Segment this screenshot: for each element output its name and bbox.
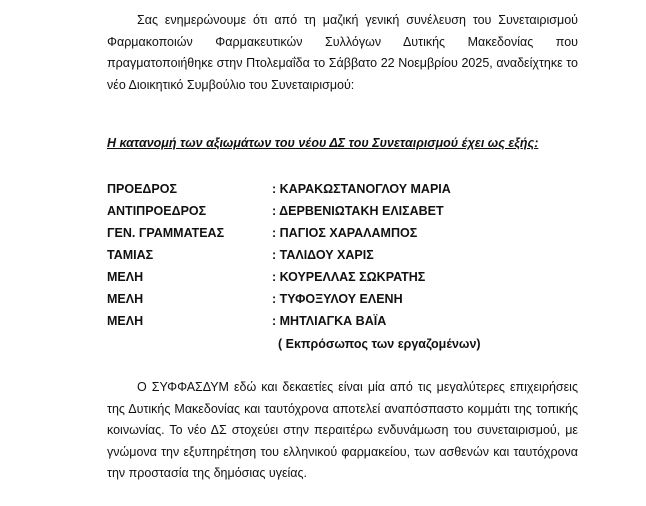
board-heading: Η κατανομή των αξιωμάτων του νέου ΔΣ του Συνεταιρισμού έχει ως εξής:	[107, 136, 539, 150]
board-row-vice-president	[107, 200, 451, 222]
board-role: ΠΡΟΕΔΡΟΣ	[107, 182, 177, 196]
board-role: ΜΕΛΗ	[107, 270, 144, 284]
board-row-member	[107, 288, 451, 310]
board-list	[107, 178, 451, 332]
board-row-member	[107, 310, 451, 332]
board-member-name: : ΚΑΡΑΚΩΣΤΑΝΟΓΛΟΥ ΜΑΡΙΑ	[272, 182, 451, 196]
board-role: ΓΕΝ. ΓΡΑΜΜΑΤΕΑΣ	[107, 226, 225, 240]
board-role: ΜΕΛΗ	[107, 314, 144, 328]
closing-paragraph: Ο ΣΥΦΦΑΣΔΥΜ εδώ και δεκαετίες είναι μία από τις μεγαλύτερες επιχειρήσεις της Δυτικής Μακεδονίας και ταυτόχρονα αποτελεί αναπόσπαστο κομμάτι της τοπικής κοινωνίας. Το νέο ΔΣ στοχεύει στην περαιτέρω ενδυνάμωση του συνεταιρισμού, με γνώμονα την εξυπηρέτηση του ελληνικού φαρμακείου, των ασθενών και ταυτόχρονα την προστασία της δημόσιας υγείας.	[107, 380, 578, 480]
board-row-president	[107, 178, 451, 200]
board-row-member	[107, 266, 451, 288]
board-member-name: : ΔΕΡΒΕΝΙΩΤΑΚΗ ΕΛΙΣΑΒΕΤ	[272, 204, 444, 218]
board-member-name: : ΜΗΤΛΙΑΓΚΑ ΒΑΪΑ	[272, 314, 387, 328]
board-role: ΜΕΛΗ	[107, 292, 144, 306]
board-role: ΑΝΤΙΠΡΟΕΔΡΟΣ	[107, 204, 207, 218]
employee-representative-note: ( Εκπρόσωπος των εργαζομένων)	[278, 337, 481, 351]
board-row-treasurer	[107, 244, 451, 266]
board-member-name: : ΤΑΛΙΔΟΥ ΧΑΡΙΣ	[272, 248, 374, 262]
board-row-secretary	[107, 222, 451, 244]
board-member-name: : ΚΟΥΡΕΛΛΑΣ ΣΩΚΡΑΤΗΣ	[272, 270, 426, 284]
board-member-name: : ΤΥΦΟΞΥΛΟΥ ΕΛΕΝΗ	[272, 292, 403, 306]
intro-paragraph: Σας ενημερώνουμε ότι από τη μαζική γενική συνέλευση του Συνεταιρισμού Φαρμακοποιών Φαρμακευτικών Συλλόγων Δυτικής Μακεδονίας που πραγματοποιήθηκε στην Πτολεμαΐδα το Σάββατο 22 Νοεμβρίου 2025, αναδείχτηκε το νέο Διοικητικό Συμβούλιο του Συνεταιρισμού:	[107, 13, 578, 92]
board-role: ΤΑΜΙΑΣ	[107, 248, 154, 262]
board-member-name: : ΠΑΓΙΟΣ ΧΑΡΑΛΑΜΠΟΣ	[272, 226, 418, 240]
